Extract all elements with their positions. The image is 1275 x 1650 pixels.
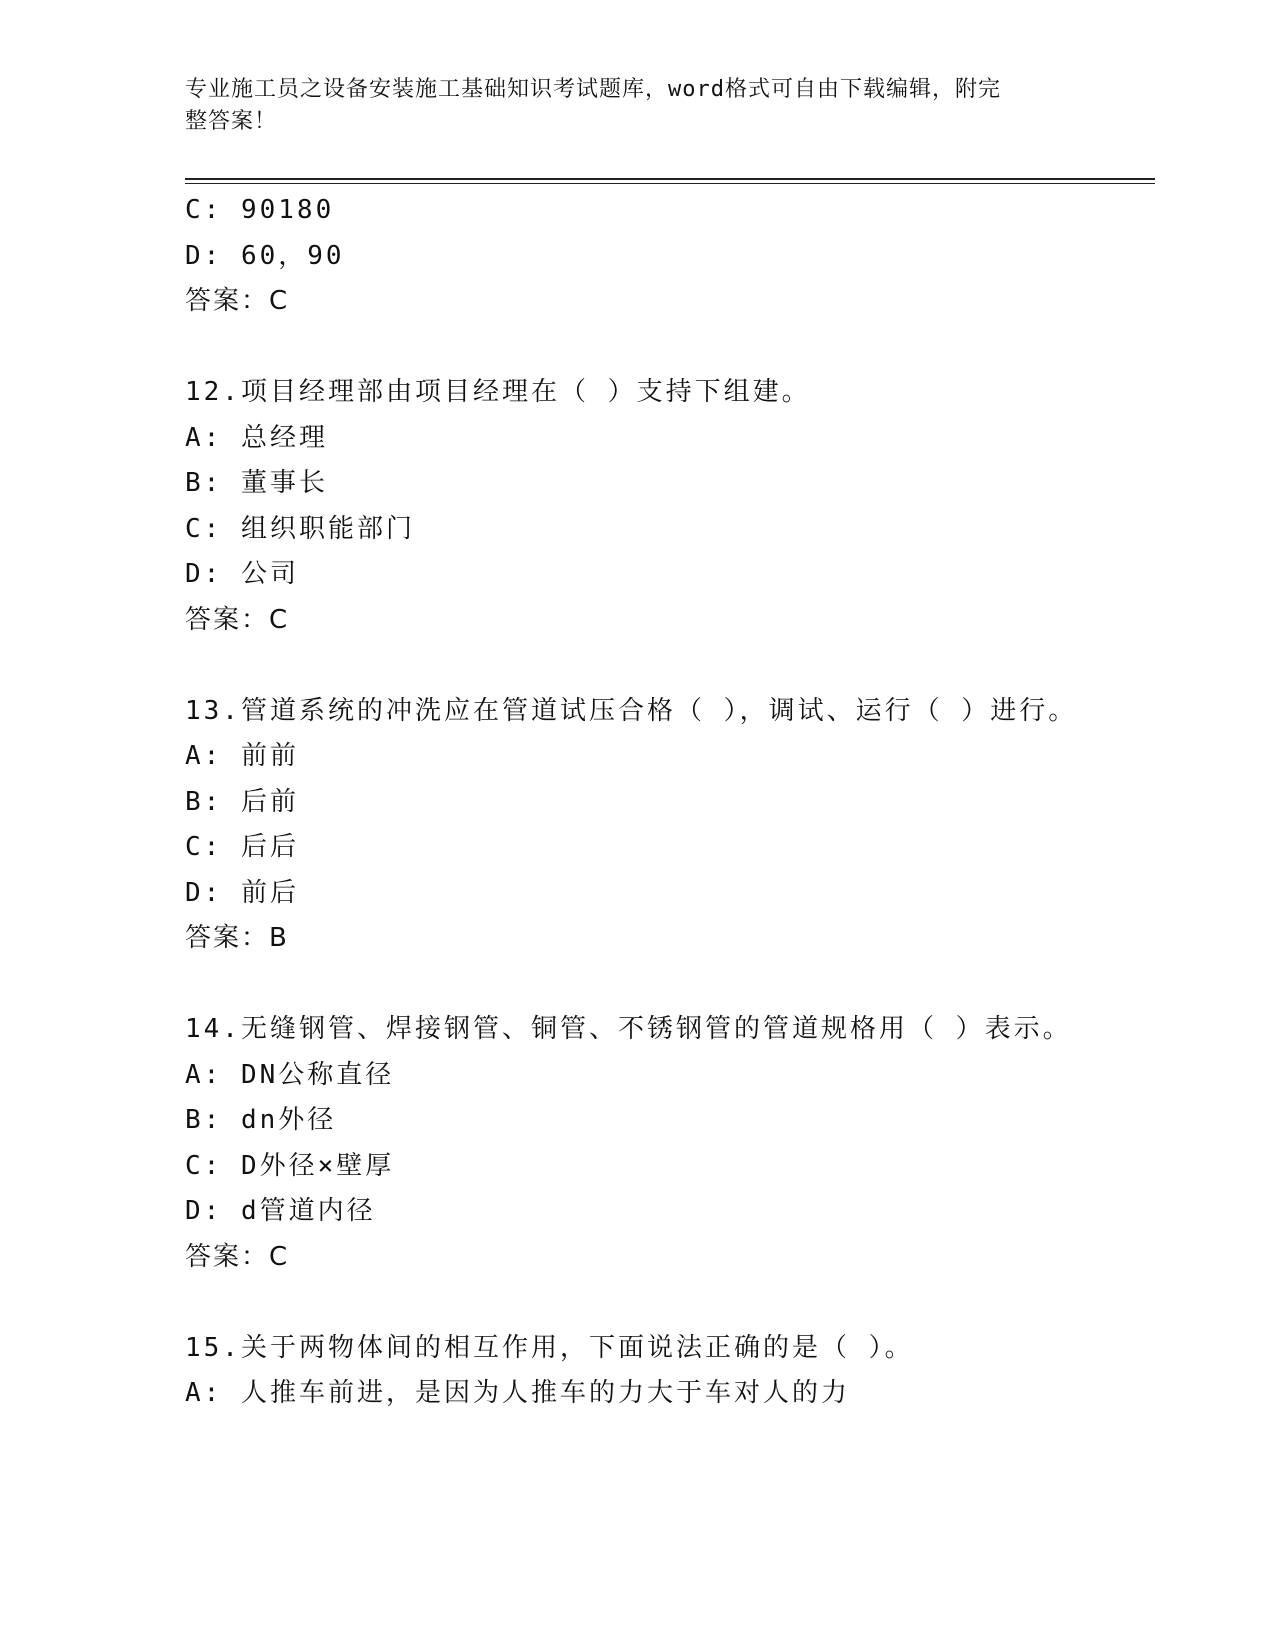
- option-d: D: 前后: [185, 877, 299, 908]
- header-rule-thin: [185, 183, 1155, 184]
- option-c: C: D外径×壁厚: [185, 1150, 395, 1181]
- option-c: C: 后后: [185, 832, 299, 862]
- option-b: B: 后前: [185, 786, 299, 817]
- header-rule-thick: [185, 178, 1155, 180]
- question-11-fragment: [185, 188, 1155, 325]
- option-c: C: 组织职能部门: [185, 513, 415, 544]
- question-list: [185, 188, 1155, 1417]
- question-stem: 14.无缝钢管、焊接钢管、铜管、不锈钢管的管道规格用（ ）表示。: [185, 1014, 1072, 1044]
- option-c: C: 90180: [185, 195, 335, 225]
- question-15: [185, 1326, 1155, 1417]
- option-a: A: 人推车前进，是因为人推车的力大于车对人的力: [185, 1378, 850, 1408]
- option-a: A: 前前: [185, 741, 299, 771]
- answer: 答案：C: [185, 1241, 290, 1272]
- answer: 答案：B: [185, 923, 289, 953]
- document-header: [185, 74, 1065, 138]
- option-b: B: 董事长: [185, 468, 328, 498]
- answer: 答案：C: [185, 604, 290, 635]
- option-a: A: DN公称直径: [185, 1059, 395, 1090]
- question-stem: 13.管道系统的冲洗应在管道试压合格（ ），调试、运行（ ）进行。: [185, 695, 1078, 726]
- question-stem: 15.关于两物体间的相互作用，下面说法正确的是（ ）。: [185, 1332, 914, 1363]
- header-title-line-1: 专业施工员之设备安装施工基础知识考试题库，word格式可自由下载编辑，附完: [185, 77, 1001, 102]
- answer: 答案：C: [185, 286, 290, 316]
- option-d: D: 公司: [185, 559, 299, 589]
- option-b: B: dn外径: [185, 1105, 337, 1135]
- option-a: A: 总经理: [185, 422, 328, 453]
- question-stem: 12.项目经理部由项目经理在（ ）支持下组建。: [185, 377, 811, 407]
- option-d: D: 60，90: [185, 240, 345, 271]
- question-12: [185, 370, 1155, 643]
- question-13: [185, 689, 1155, 962]
- header-title-line-2: 整答案！: [185, 109, 278, 134]
- question-14: [185, 1007, 1155, 1280]
- option-d: D: d管道内径: [185, 1196, 376, 1226]
